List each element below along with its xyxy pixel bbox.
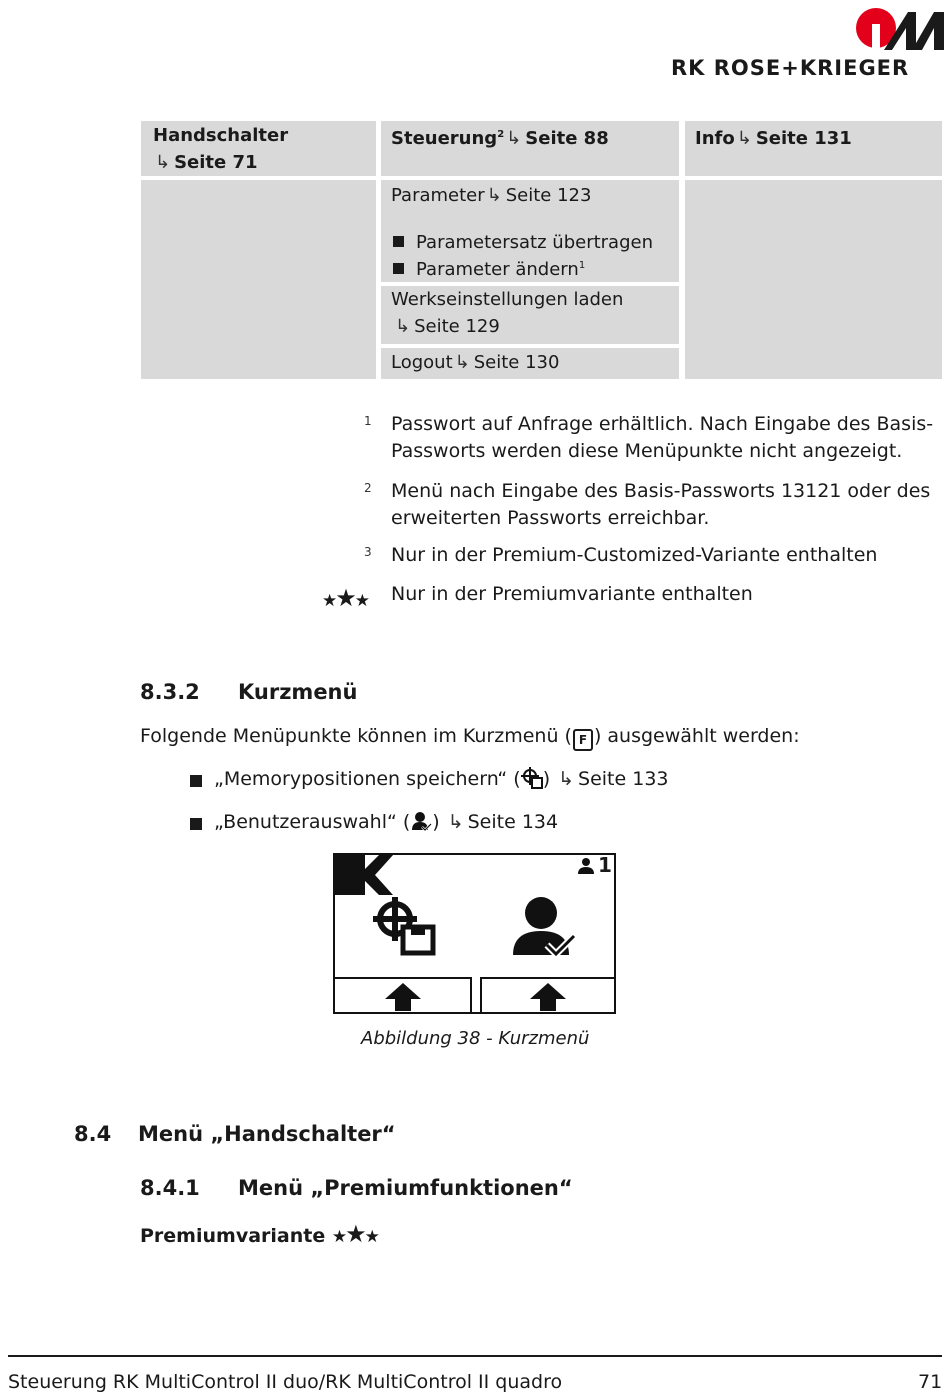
footnote-3: Nur in der Premium-Customized-Variante enthalten [391,544,878,566]
table-cell-werkseinstellungen [381,286,679,344]
memory-save-large-icon [371,895,437,957]
page-number: 71 [918,1371,943,1393]
page-pointer-icon: ↳ [447,811,464,833]
header-handschalter-label: Handschalter [153,125,289,146]
list-bullet [190,775,202,787]
premium-stars-icon: ★★★ [331,1220,378,1248]
bullet-square [393,263,404,274]
footnote-mark-1: 1 [364,414,372,428]
footer-title: Steuerung RK MultiControl II duo/RK MultiControl II quadro [8,1371,563,1393]
user-small-icon [577,857,595,875]
table-header-steuerung [381,121,679,176]
table-cell-logout [381,348,679,379]
bullet-square [393,236,404,247]
table-cell-parameter [381,180,679,282]
section-number-84: 8.4 [74,1122,112,1146]
rose-krieger-logo-icon [854,6,944,50]
page-pointer-icon: ↳ [558,768,575,790]
werks-label: Werkseinstellungen laden [391,289,624,310]
premium-subheading: Premiumvariante ★★★ [140,1220,378,1248]
brand-name: RK ROSE+KRIEGER [671,56,910,80]
section-title-84: Menü „Handschalter“ [138,1122,396,1146]
werks-page: ↳ Seite 129 [395,316,500,337]
arrow-up-icon [385,983,421,1011]
active-user-number: 1 [598,853,612,877]
footnote-mark-3: 3 [364,545,372,559]
table-column-handschalter [141,180,376,379]
page-pointer-icon: ↳ [454,352,470,373]
user-select-icon [410,810,432,832]
arrow-up-icon [530,983,566,1011]
memory-save-icon [521,767,543,789]
table-header-handschalter [141,121,376,176]
section-number-832: 8.3.2 [140,680,200,704]
section-title-841: Menü „Premiumfunktionen“ [238,1176,573,1200]
list-item-benutzerauswahl: „Benutzerauswahl“ ( ) ↳ Seite 134 [214,811,559,833]
section-title-832: Kurzmenü [238,680,358,704]
rk-display-logo-icon [335,855,395,895]
footnote-mark-2: 2 [364,481,372,495]
section-number-841: 8.4.1 [140,1176,200,1200]
kurzmenu-intro: Folgende Menüpunkte können im Kurzmenü ( F ) ausgewählt werden: [140,725,800,751]
table-column-info [685,180,942,379]
footer-divider [8,1355,942,1357]
page-pointer-icon: ↳ [736,128,752,149]
list-bullet [190,818,202,830]
list-item-memorypositionen: „Memorypositionen speichern“ ( ) ↳ Seite 133 [214,768,669,790]
footnote-2: Menü nach Eingabe des Basis-Passworts 13121 oder des erweiterten Passworts erreichbar. [391,480,931,529]
page-pointer-icon: ↳ [486,185,502,206]
header-handschalter-page: ↳ Seite 71 [155,152,258,173]
kurzmenu-display [333,853,616,1014]
page-pointer-icon: ↳ [506,128,522,149]
page-pointer-icon: ↳ [395,316,411,337]
figure-caption: Abbildung 38 - Kurzmenü [361,1028,590,1049]
premium-stars-icon: ★★★ [322,584,369,612]
header-steuerung: Steuerung$^2$ ↳ Seite 88 [391,128,609,149]
parameter-entry: Parameter ↳ Seite 123 [391,185,592,206]
parameter-bullet-2: Parameter ändern$^1$ [393,259,585,280]
parameter-bullet-1: Parametersatz übertragen [393,232,653,253]
softkey-right[interactable] [480,977,614,1012]
footnote-1: Passwort auf Anfrage erhältlich. Nach Eingabe des Basis- Passworts werden diese Menüpunkte nicht angezeigt. [391,413,934,462]
header-info: Info ↳ Seite 131 [695,128,852,149]
page-pointer-icon: ↳ [155,152,171,173]
table-header-info [685,121,942,176]
user-select-large-icon [511,895,577,957]
softkey-left[interactable] [335,977,472,1012]
logout-entry: Logout ↳ Seite 130 [391,352,560,373]
footnote-premium: Nur in der Premiumvariante enthalten [391,583,753,605]
function-key-icon: F [573,729,593,751]
